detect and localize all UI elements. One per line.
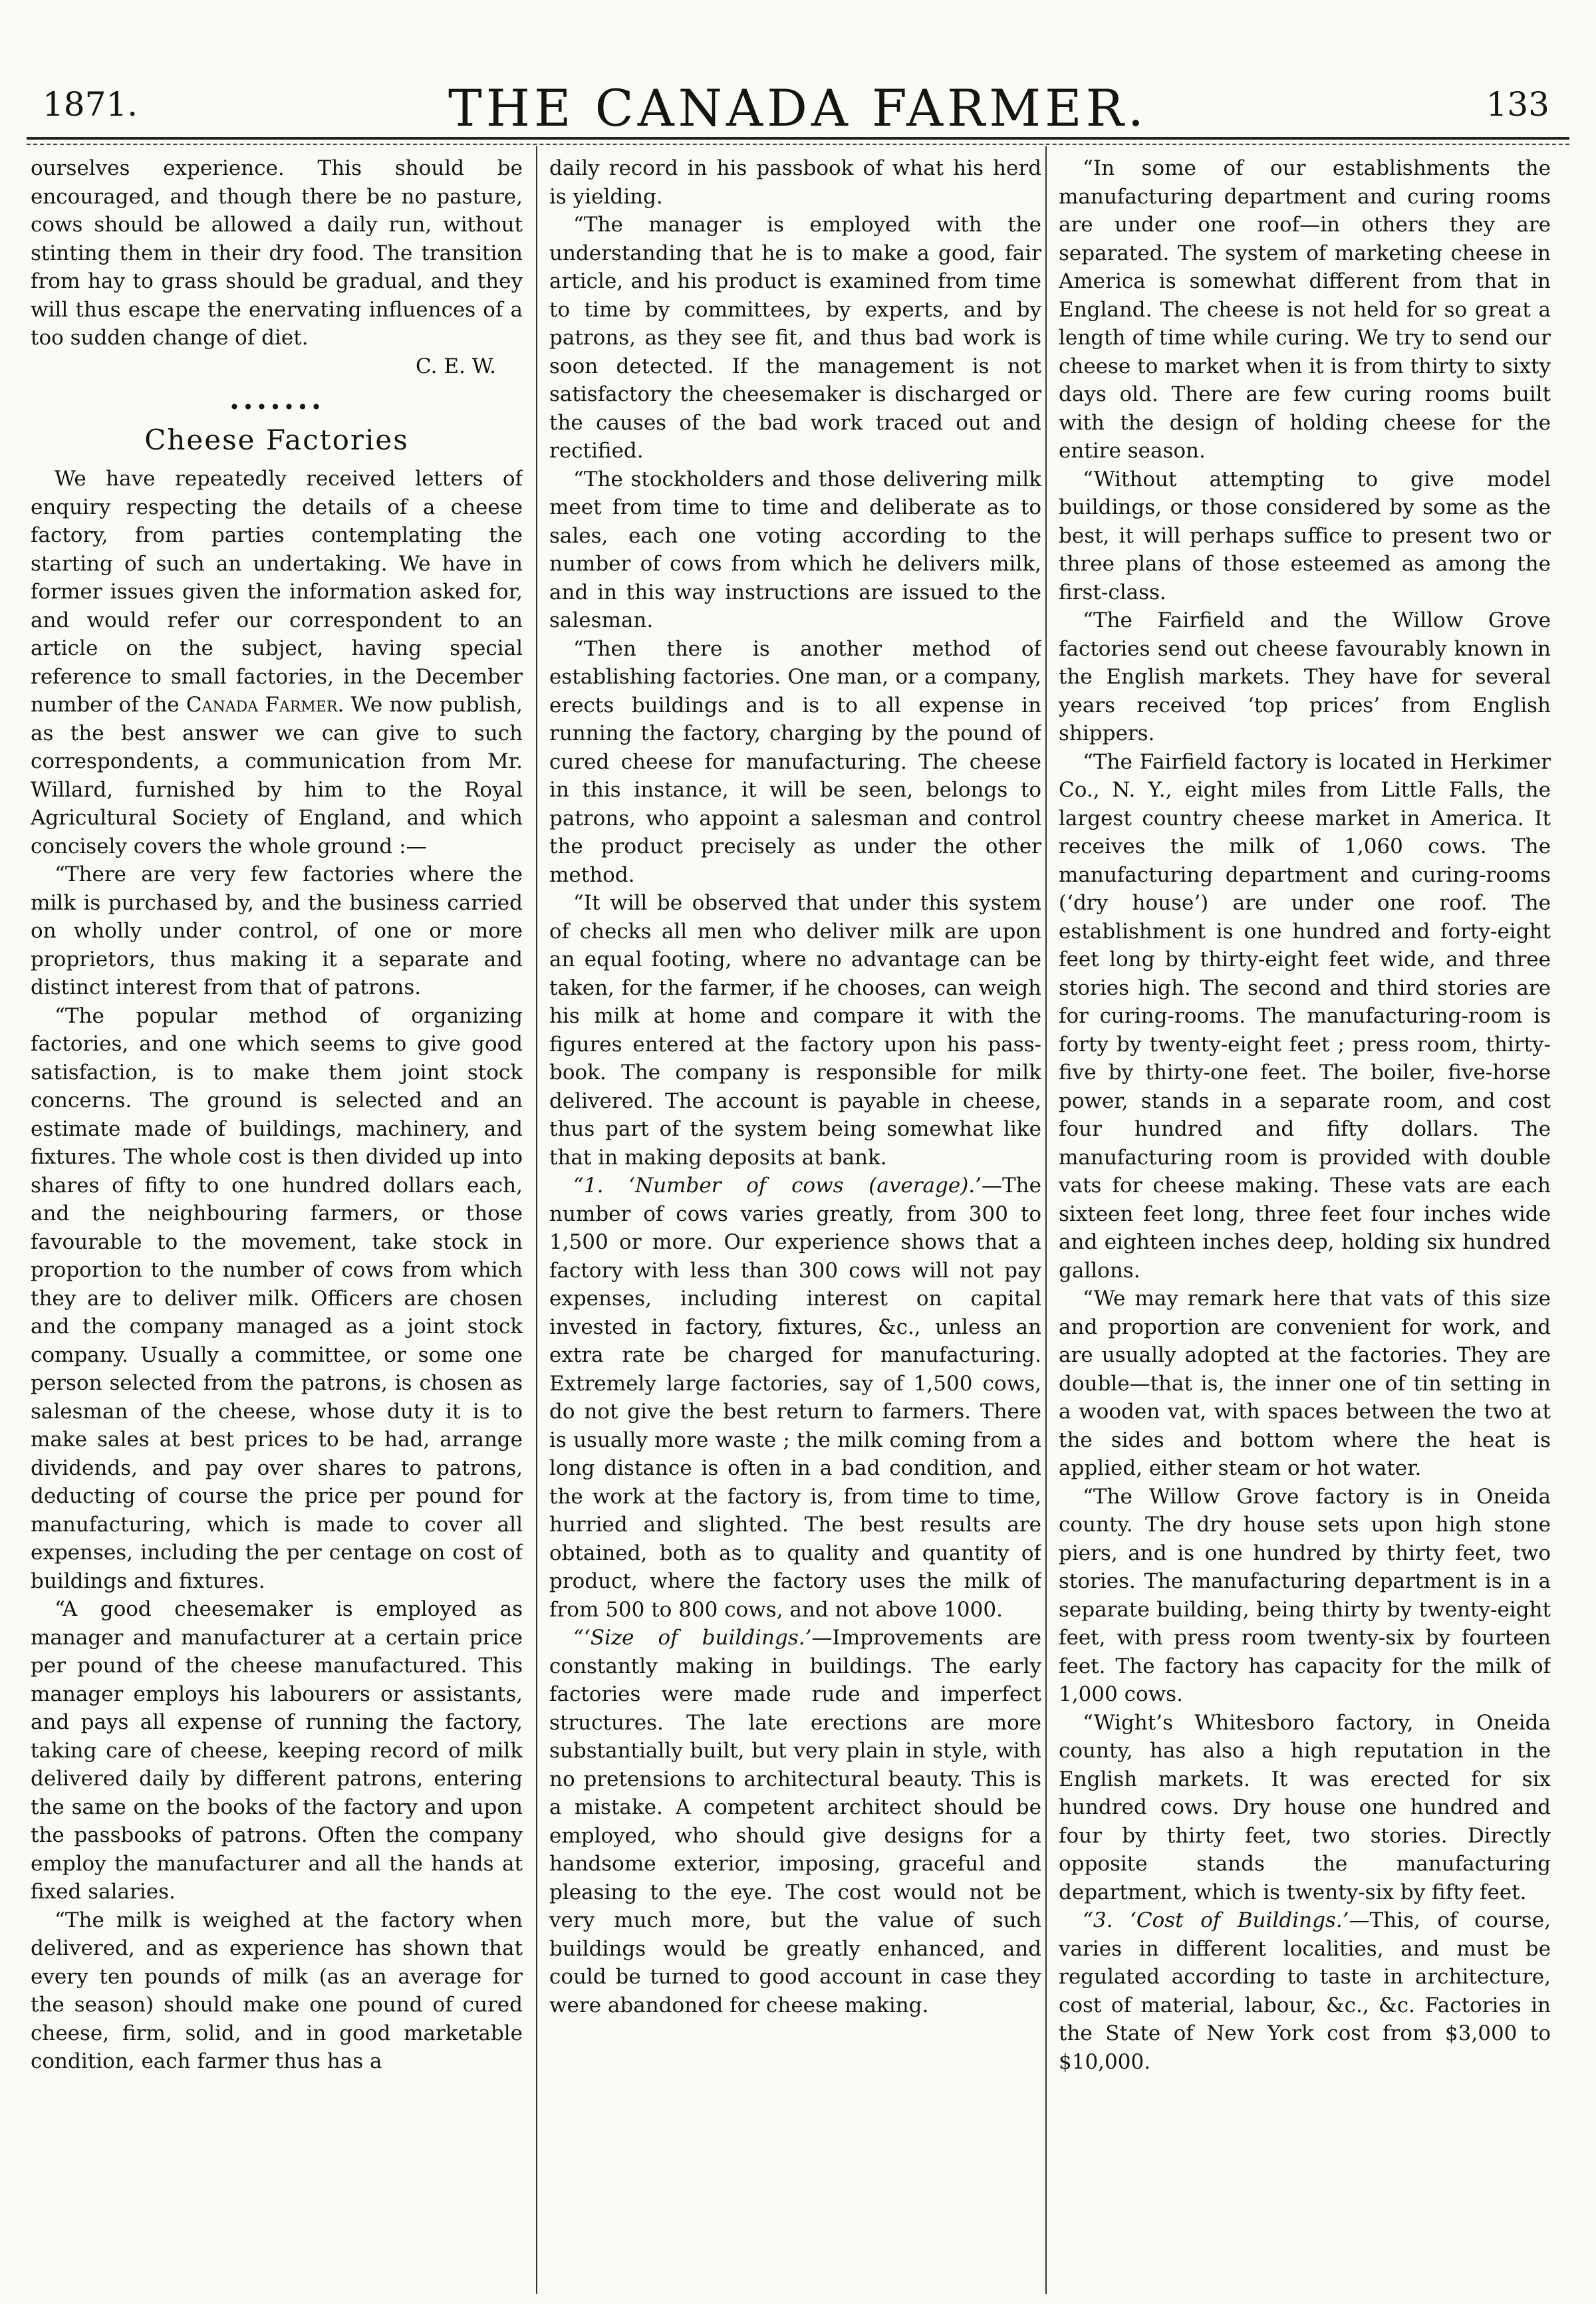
paragraph: “The Willow Grove factory is in Oneida county. The dry house sets upon high stone piers, and is one hundred by thirty feet, two stories. The manufacturing department is in a separate building, being thirty by twenty-eight feet, with press room twenty-six by fourteen feet. The factory has capacity for the milk of 1,000 cows. xyxy=(1059,1484,1551,1706)
paragraph: “In some of our establishments the manufacturing department and curing rooms are under one roof—in others they are separated. The system of marketing cheese in America is somewhat different from that in England. The cheese is not held for so great a length of time while curing. We try to send our cheese to market when it is from thirty to sixty days old. There are few curing rooms built with the design of holding cheese for the entire season. xyxy=(1059,156,1551,463)
paragraph: “A good cheesemaker is employed as manager and manufacturer at a certain price per pound of the cheese manufactured. This manager employs his labourers or assistants, and pays all expense of running the factory, taking care of cheese, keeping record of milk delivered daily by different patrons, entering the same on the books of the factory and upon the passbooks of patrons. Often the company employ the manufacturer and all the hands at fixed salaries. xyxy=(31,1597,523,1904)
paragraph: “It will be observed that under this system of checks all men who deliver milk are upon an equal footing, where no advantage can be taken, for the farmer, if he chooses, can weigh his milk at home and compare it with the figures entered at the factory upon his pass-book. The company is responsible for milk delivered. The account is payable in cheese, thus part of the system being somewhat like that in making deposits at bank. xyxy=(549,891,1041,1170)
paragraph: “There are very few factories where the milk is purchased by, and the business carried on wholly under control, of one or more proprietors, thus making it a separate and distinct interest from that of patrons. xyxy=(31,862,523,999)
article-heading: Cheese Factories xyxy=(144,423,409,456)
paragraph: “We may remark here that vats of this size and proportion are convenient for work, and are usually adopted at the factories. They are double—that is, the inner one of tin setting in a wooden vat, with spaces between the two at the sides and bottom where the heat is applied, either steam or hot water. xyxy=(1059,1287,1551,1480)
section-ornament: ••••••• xyxy=(229,396,325,418)
paragraph xyxy=(549,1624,1041,2019)
header-dashed-rule xyxy=(27,144,1569,145)
text-run: —Improvements are constantly making in buildings. The early factories were made rude and imperfect structures. The late erections are more substantially built, but very plain in style, with no pretensions to architectural beauty. This is a mistake. A competent architect should be employed, who should give designs for a handsome exterior, imposing, graceful and pleasing to the eye. The cost would not be very much more, but the value of such buildings would be greatly enhanced, and could be turned to good account in case they were abandoned for cheese making. xyxy=(549,1626,1041,2017)
issue-year: 1871. xyxy=(43,85,138,124)
column-left xyxy=(31,154,523,2292)
page-number: 133 xyxy=(1486,85,1549,124)
paragraph xyxy=(1059,1906,1551,2076)
paragraph: daily record in his passbook of what his herd is yielding. xyxy=(549,156,1041,209)
publication-title: THE CANADA FARMER. xyxy=(448,78,1148,138)
text-run: —This, of course, varies in different localities, and must be regulated according to taste in architecture, cost of material, labour, &c., &c. Factories in the State of New York cost from $3,000 to $10,000. xyxy=(1059,1908,1551,2074)
section-lead: “3. ‘Cost of Buildings.’ xyxy=(1083,1908,1349,1932)
section-lead: “‘Size of buildings.’ xyxy=(573,1626,812,1650)
paragraph: “The popular method of organizing factories, and one which seems to give good satisfaction, is to make them joint stock concerns. The ground is selected and an estimate made of buildings, machinery, and fixtures. The whole cost is then divided up into shares of fifty to one hundred dollars each, and the neighbouring farmers, or those favourable to the movement, take stock in proportion to the number of cows from which they are to deliver milk. Officers are chosen and the company managed as a joint stock company. Usually a committee, or some one person selected from the patrons, is chosen as salesman of the cheese, whose duty it is to make sales at best prices to be had, arrange dividends, and pay over shares to patrons, deducting of course the price per pound for manufacturing, which is made to cover all expenses, including the per centage on cost of buildings and fixtures. xyxy=(31,1003,523,1593)
paragraph xyxy=(31,465,523,860)
text-run: . We now publish, as the best answer we can give to such correspondents, a communication from Mr. Willard, furnished by him to the Royal Agricultural Society of England, and which concisely covers the whole ground :— xyxy=(31,693,523,858)
column-divider xyxy=(536,146,537,2294)
paragraph: “The manager is employed with the understanding that he is to make a good, fair article, and his product is examined from time to time by committees, by experts, and by patrons, as they see fit, and thus bad work is soon detected. If the management is not satisfactory the cheesemaker is discharged or the causes of the bad work traced out and rectified. xyxy=(549,213,1041,463)
paragraph: “The milk is weighed at the factory when delivered, and as experience has shown that every ten pounds of milk (as an average for the season) should make one pound of cured cheese, firm, solid, and in good marketable condition, each farmer thus has a xyxy=(31,1908,523,2073)
paragraph: “The Fairfield factory is located in Herkimer Co., N. Y., eight miles from Little Falls, the largest country cheese market in America. It receives the milk of 1,060 cows. The manufacturing department and curing-rooms (‘dry house’) are under one roof. The establishment is one hundred and forty-eight feet long by thirty-eight feet wide, and three stories high. The second and third stories are for curing-rooms. The manufacturing-room is forty by twenty-eight feet ; press room, thirty-five by thirty-one feet. The boiler, five-horse power, stands in a separate room, and cost four hundred and fifty dollars. The manufacturing room is provided with double vats for cheese making. These vats are each sixteen feet long, three feet four inches wide and eighteen inches deep, holding six hundred gallons. xyxy=(1059,749,1551,1283)
text-run: —The number of cows varies greatly, from 300 to 1,500 or more. Our experience shows that a factory with less than 300 cows will not pay expenses, including interest on capital invested in factory, fixtures, &c., unless an extra rate be charged for manufacturing. Extremely large factories, say of 1,500 cows, do not give the best return to farmers. There is usually more waste ; the milk coming from a long distance is often in a bad condition, and the work at the factory is, from time to time, hurried and slighted. The best results are obtained, both as to quality and quantity of product, where the factory uses the milk of from 500 to 800 cows, and not above 1000. xyxy=(549,1174,1041,1622)
paragraph: “The stockholders and those delivering milk meet from time to time and deliberate as to sales, each one voting according to the number of cows from which he delivers milk, and in this way instructions are issued to the salesman. xyxy=(549,467,1041,632)
author-signature: C. E. W. xyxy=(416,354,496,378)
publication-name: Canada Farmer xyxy=(186,693,338,717)
section-lead: “1. ‘Number of cows (average).’ xyxy=(573,1174,982,1198)
paragraph: ourselves experience. This should be encouraged, and though there be no pasture, cows should be allowed a daily run, without stinting them in their dry food. The transition from hay to grass should be gradual, and they will thus escape the enervating influences of a too sudden change of diet. xyxy=(31,156,523,350)
text-run: We have repeatedly received letters of enquiry respecting the details of a cheese factory, from parties contemplating the starting of such an undertaking. We have in former issues given the information asked for, and would refer our correspondent to an article on the subject, having special reference to small factories, in the December number of the xyxy=(31,467,523,717)
masthead xyxy=(27,73,1569,146)
paragraph: “Then there is another method of establishing factories. One man, or a company, erects buildings and is to all expense in running the factory, charging by the pound of cured cheese for manufacturing. The cheese in this instance, it will be seen, belongs to patrons, who appoint a salesman and control the product precisely as under the other method. xyxy=(549,636,1041,887)
column-divider xyxy=(1045,146,1047,2294)
paragraph: “Wight’s Whitesboro factory, in Oneida county, has also a high reputation in the English markets. It was erected for six hundred cows. Dry house one hundred and four by thirty feet, two stories. Directly opposite stands the manufacturing department, which is twenty-six by fifty feet. xyxy=(1059,1710,1551,1904)
header-rule xyxy=(27,137,1569,140)
paragraph xyxy=(549,1172,1041,1624)
column-middle xyxy=(549,154,1041,2292)
paragraph: “Without attempting to give model buildings, or those considered by some as the best, it will perhaps suffice to present two or three plans of those esteemed as among the first-class. xyxy=(1059,467,1551,604)
paragraph: “The Fairfield and the Willow Grove factories send out cheese favourably known in the English markets. They have for several years received ‘top prices’ from English shippers. xyxy=(1059,608,1551,745)
column-right xyxy=(1059,154,1551,2292)
